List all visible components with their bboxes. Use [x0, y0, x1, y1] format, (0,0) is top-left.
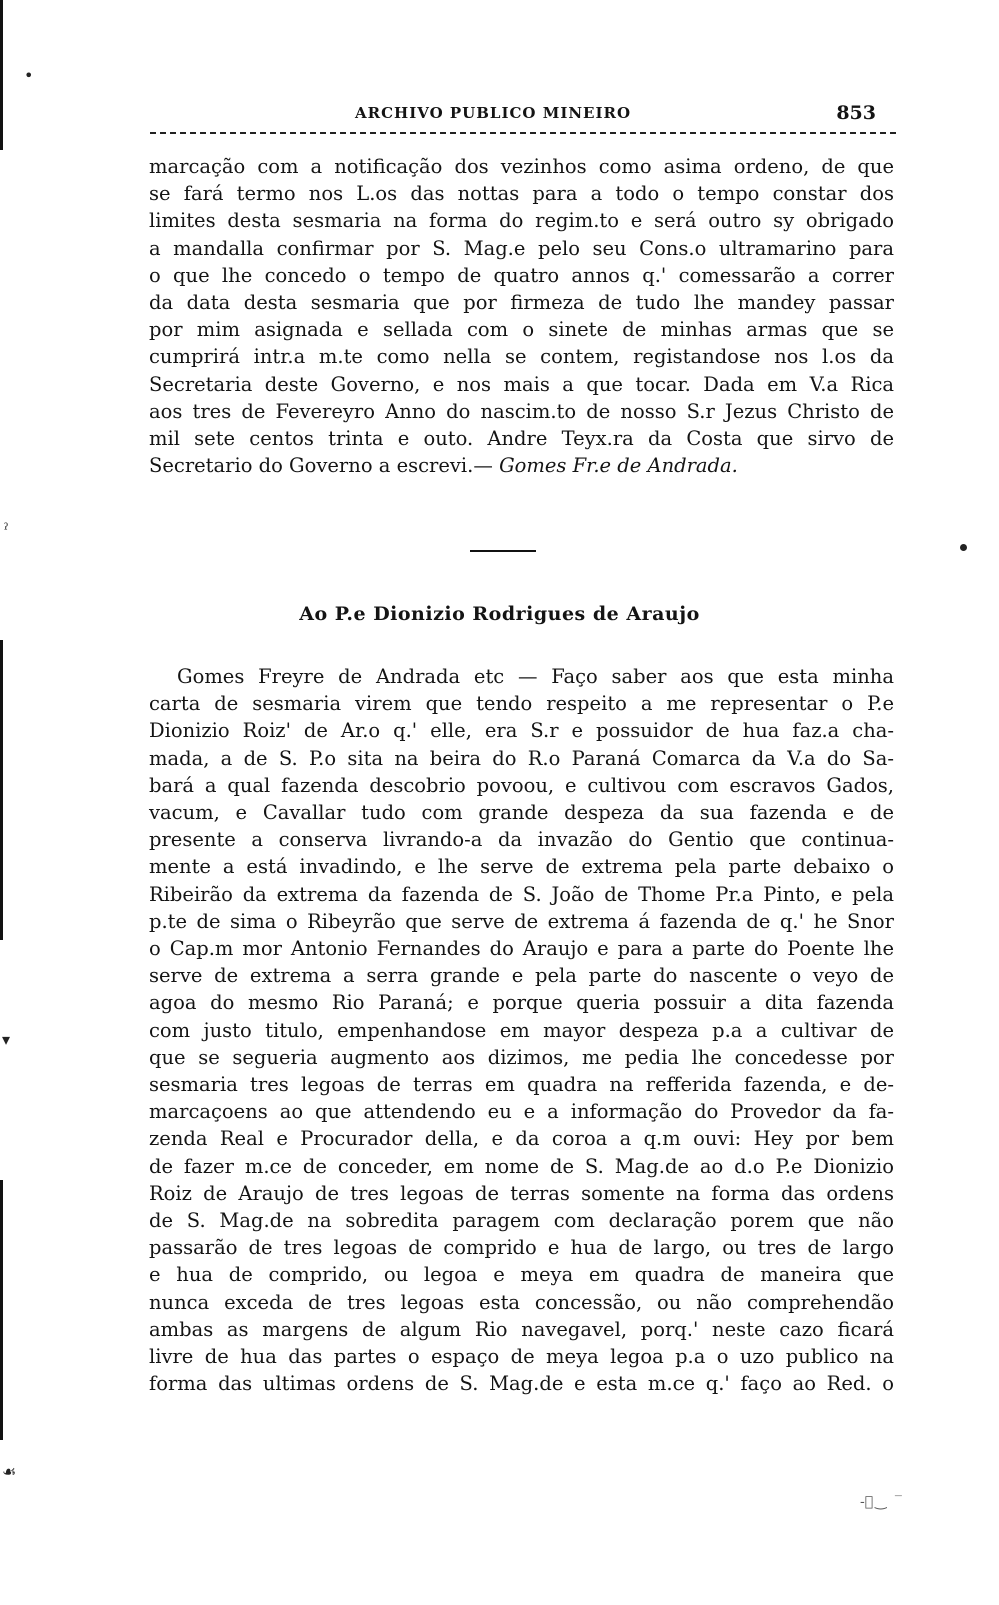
text-line: p.te de sima o Ribeyrão que serve de extrema á fazenda de q.' he Snor: [149, 909, 894, 933]
text-line: ambas as margens de algum Rio navegavel, porq.' neste cazo ficará: [149, 1317, 894, 1341]
signature: Gomes Fr.e de Andrada.: [499, 454, 738, 478]
text-line: cumprirá intr.a m.te como nella se contem, registandose nos l.os da: [149, 345, 894, 369]
text-line: com justo titulo, empenhandose em mayor despeza p.a a cultivar de: [149, 1018, 894, 1042]
text-line: passarão de tres legoas de comprido e hua de largo, ou tres de largo: [149, 1236, 894, 1260]
text-line: e hua de comprido, ou legoa e meya em quadra de maneira que: [149, 1263, 894, 1287]
paragraph-1: [149, 153, 894, 479]
text-line: marcação com a notificação dos vezinhos como asima ordeno, de que: [149, 155, 894, 178]
text-line: limites desta sesmaria na forma do regim.to e será outro sy obrigado: [149, 209, 894, 233]
scan-edge-line: [0, 640, 3, 940]
text-line: agoa do mesmo Rio Paraná; e porque queria possuir a dita fazenda: [149, 991, 894, 1015]
text-line: aos tres de Fevereyro Anno do nascim.to de nosso S.r Jezus Christo de: [149, 399, 894, 423]
section-heading: Ao P.e Dionizio Rodrigues de Araujo: [299, 603, 700, 625]
text-line: Roiz de Araujo de tres legoas de terras somente na forma das ordens: [149, 1181, 894, 1205]
scan-edge-mark: •: [24, 66, 34, 85]
text-line: mente a está invadindo, e lhe serve de extrema pela parte debaixo o: [149, 855, 894, 879]
scan-smudge: -ﾞ‿ ‾: [860, 1494, 904, 1510]
text-line: que se segueria augmento aos dizimos, me pedia lhe concedesse por: [149, 1045, 894, 1069]
header-title: ARCHIVO PUBLICO MINEIRO: [355, 104, 632, 122]
closing-text: Secretario do Governo a escrevi.—: [149, 454, 500, 478]
text-line: a mandalla confirmar por S. Mag.e pelo seu Cons.o ultramarino para: [149, 236, 894, 260]
text-line: presente a conserva livrando-a da invazão do Gentio que continua-: [149, 828, 894, 852]
scan-edge-mark: ˀ: [4, 520, 9, 539]
text-line: zenda Real e Procurador della, e da coroa a q.m ouvi: Hey por bem: [149, 1127, 894, 1151]
scan-edge-line: [0, 1180, 3, 1440]
text-line: Secretaria deste Governo, e nos mais a que tocar. Dada em V.a Rica: [149, 372, 894, 396]
text-line: Ribeirão da extrema da fazenda de S. João de Thome Pr.a Pinto, e pela: [149, 882, 894, 906]
text-line: sesmaria tres legoas de terras em quadra na refferida fazenda, e de-: [149, 1073, 894, 1097]
text-line: de fazer m.ce de conceder, em nome de S. Mag.de ao d.o P.e Dionizio: [149, 1154, 894, 1178]
text-line: Dionizio Roiz' de Ar.o q.' elle, era S.r e possuidor de hua faz.a cha-: [149, 719, 894, 743]
section-separator: [470, 550, 536, 552]
header-rule: [150, 132, 896, 134]
closing-line: [149, 452, 894, 479]
scan-speck: [960, 544, 967, 551]
text-line: da data desta sesmaria que por firmeza de tudo lhe mandey passar: [149, 291, 894, 315]
text-line: de S. Mag.de na sobredita paragem com declaração porem que não: [149, 1209, 894, 1233]
text-line: carta de sesmaria virem que tendo respeito a me representar o P.e: [149, 692, 894, 716]
text-line: o que lhe concedo o tempo de quatro annos q.' comessarão a correr: [149, 263, 894, 287]
text-line: mil sete centos trinta e outo. Andre Teyx.ra da Costa que sirvo de: [149, 427, 894, 451]
scan-edge-line: [0, 0, 3, 150]
paragraph-2: [149, 663, 894, 1397]
text-line: forma das ultimas ordens de S. Mag.de e esta m.ce q.' faço ao Red. o: [149, 1372, 894, 1396]
running-header: [150, 102, 896, 126]
text-line: nunca exceda de tres legoas esta concessão, ou não comprehendão: [149, 1290, 894, 1314]
text-line: o Cap.m mor Antonio Fernandes do Araujo e para a parte do Poente lhe: [149, 937, 894, 961]
text-line: serve de extrema a serra grande e pela parte do nascente o veyo de: [149, 964, 894, 988]
scan-edge-mark: ☙: [2, 1462, 17, 1481]
text-line: Gomes Freyre de Andrada etc — Faço saber aos que esta minha: [177, 665, 894, 688]
text-line: livre de hua das partes o espaço de meya legoa p.a o uzo publico na: [149, 1345, 894, 1369]
page-number: 853: [836, 102, 876, 124]
text-line: por mim asignada e sellada com o sinete de minhas armas que se: [149, 318, 894, 342]
text-line: marcaçoens ao que attendendo eu e a informação do Provedor da fa-: [149, 1100, 894, 1124]
text-line: mada, a de S. P.o sita na beira do R.o Paraná Comarca da V.a do Sa-: [149, 746, 894, 770]
scan-edge-mark: ▾: [2, 1030, 11, 1049]
text-line: vacum, e Cavallar tudo com grande despeza da sua fazenda e de: [149, 801, 894, 825]
text-line: se fará termo nos L.os das nottas para a todo o tempo constar dos: [149, 182, 894, 206]
text-line: bará a qual fazenda descobrio povoou, e cultivou com escravos Gados,: [149, 773, 894, 797]
